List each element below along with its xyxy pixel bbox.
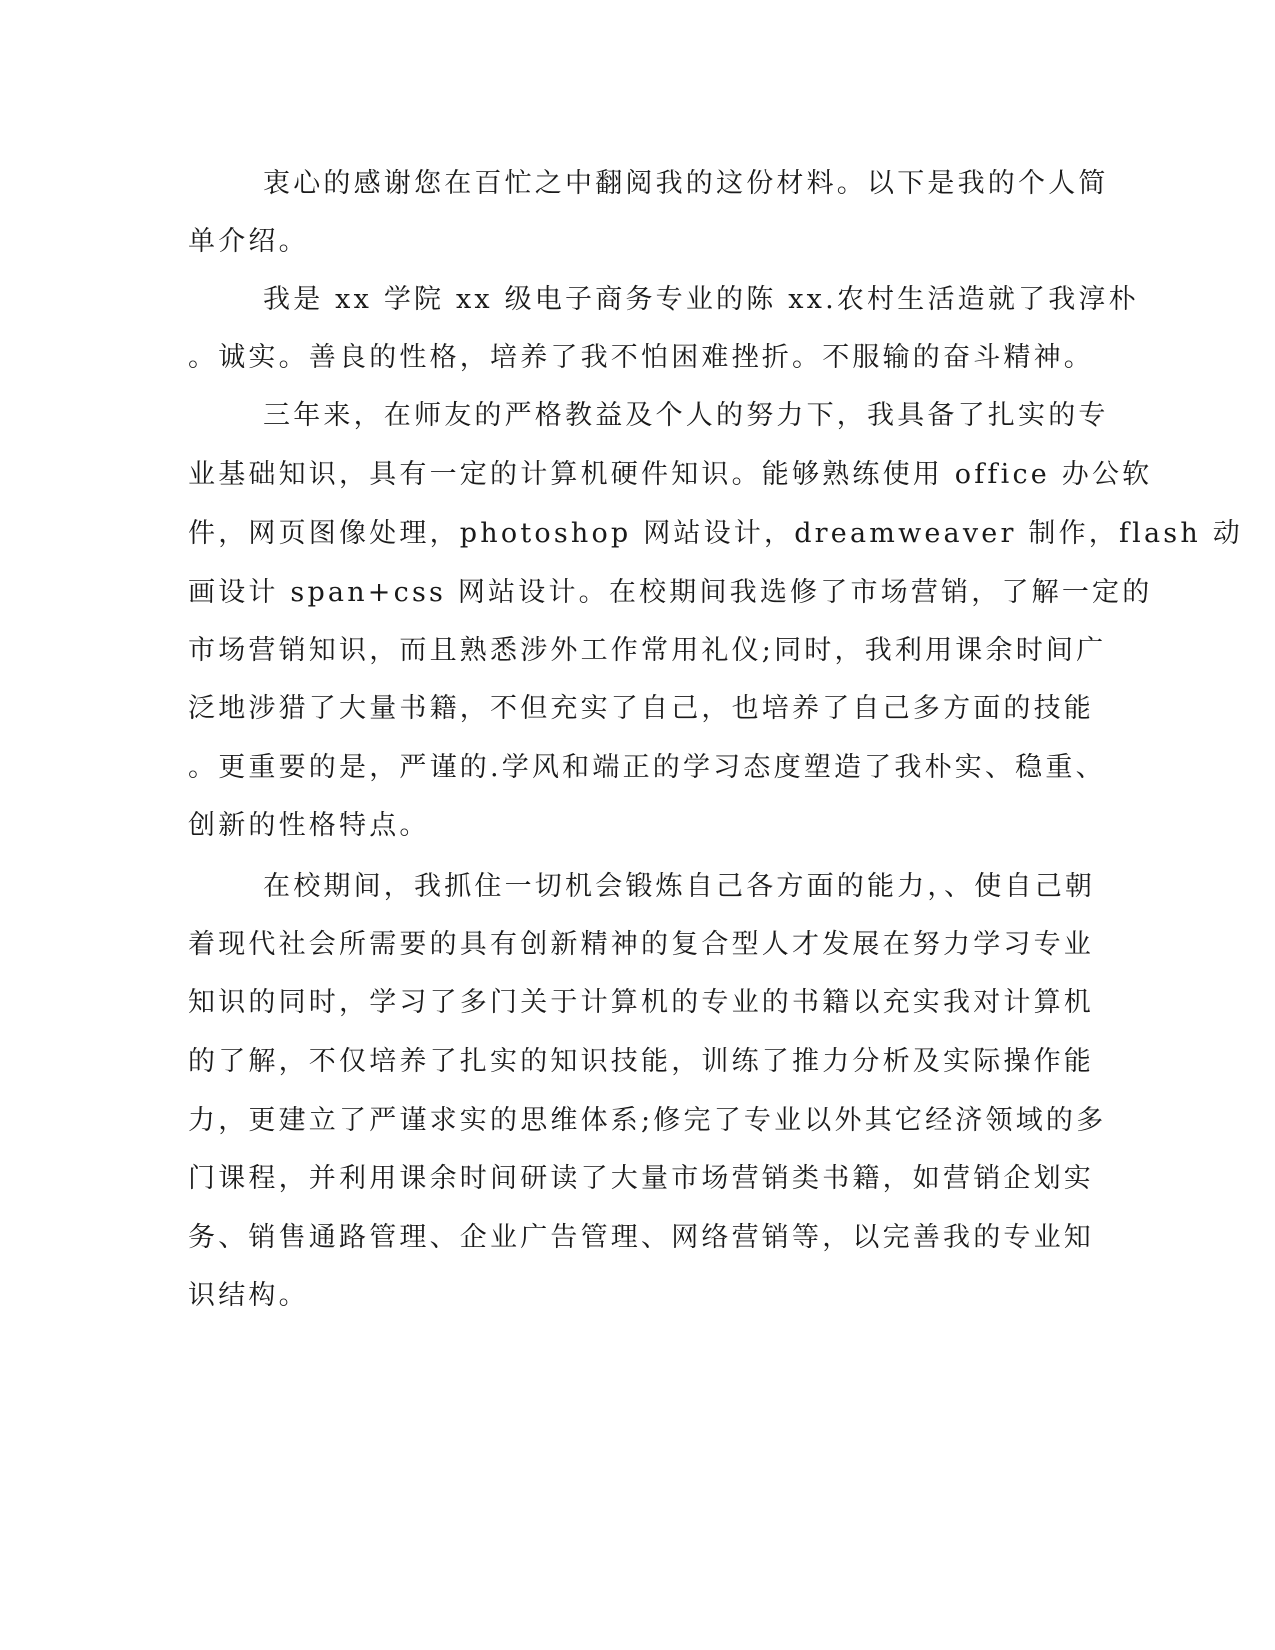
paragraph-4-line-3: 知识的同时，学习了多门关于计算机的专业的书籍以充实我对计算机: [188, 987, 1094, 1018]
paragraph-1-line-1: 衷心的感谢您在百忙之中翻阅我的这份材料。以下是我的个人简: [263, 168, 1109, 199]
paragraph-3-line-4: 画设计 span+css 网站设计。在校期间我选修了市场营销，了解一定的: [188, 577, 1153, 608]
paragraph-3-line-3: 件，网页图像处理，photoshop 网站设计，dreamweaver 制作，flash 动: [188, 518, 1243, 549]
paragraph-4-line-7: 务、销售通路管理、企业广告管理、网络营销等，以完善我的专业知: [188, 1222, 1094, 1253]
paragraph-4-line-6: 门课程，并利用课余时间研读了大量市场营销类书籍，如营销企划实: [188, 1163, 1094, 1194]
paragraph-3-line-8: 创新的性格特点。: [188, 810, 430, 841]
paragraph-4-line-4: 的了解，不仅培养了扎实的知识技能，训练了推力分析及实际操作能: [188, 1046, 1094, 1077]
paragraph-1-line-2: 单介绍。: [188, 226, 309, 257]
paragraph-2-line-1: 我是 xx 学院 xx 级电子商务专业的陈 xx.农村生活造就了我淳朴: [263, 284, 1139, 315]
paragraph-2-line-2: 。诚实。善良的性格，培养了我不怕困难挫折。不服输的奋斗精神。: [188, 342, 1094, 373]
paragraph-3-line-6: 泛地涉猎了大量书籍，不但充实了自己，也培养了自己多方面的技能: [188, 693, 1094, 724]
paragraph-3-line-7: 。更重要的是，严谨的.学风和端正的学习态度塑造了我朴实、稳重、: [188, 752, 1106, 783]
paragraph-3-line-1: 三年来，在师友的严格教益及个人的努力下，我具备了扎实的专: [263, 400, 1109, 431]
paragraph-3-line-5: 市场营销知识，而且熟悉涉外工作常用礼仪;同时，我利用课余时间广: [188, 635, 1107, 666]
paragraph-4-line-5: 力，更建立了严谨求实的思维体系;修完了专业以外其它经济领域的多: [188, 1105, 1107, 1136]
paragraph-4-line-8: 识结构。: [188, 1280, 309, 1311]
paragraph-4-line-1: 在校期间，我抓住一切机会锻炼自己各方面的能力，、使自己朝: [263, 871, 1096, 902]
paragraph-4-line-2: 着现代社会所需要的具有创新精神的复合型人才发展在努力学习专业: [188, 929, 1094, 960]
paragraph-3-line-2: 业基础知识，具有一定的计算机硬件知识。能够熟练使用 office 办公软: [188, 459, 1153, 490]
